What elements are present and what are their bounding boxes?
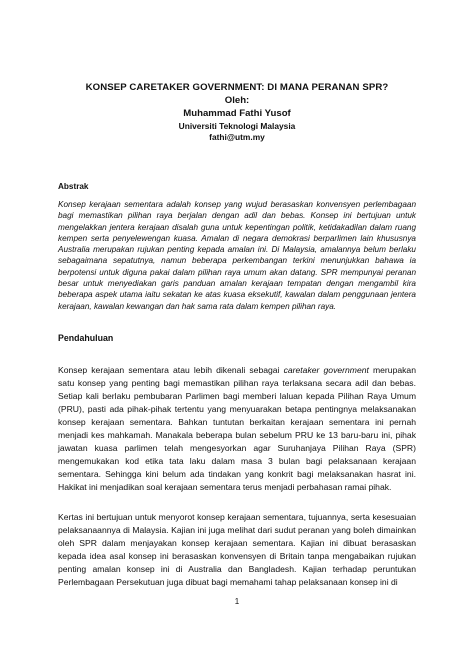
intro-paragraph-2: Kertas ini bertujuan untuk menyorot konsep kerajaan sementara, tujuannya, serta kesesuaian pelaksanaannya di Malaysia. Kajian ini juga melihat dari sudut peranan yang boleh dimainkan oleh SPR dalam menjayakan konsep kerajaan sementara. Kajian ini dibuat berasaskan kepada idea asal konsep ini berasaskan konvensyen di Britain tanpa mengabaikan rujukan penting amalan konsep ini di Australia dan Bangladesh. Kajian terhadap peruntukan Perlembagaan Persekutuan juga dibuat bagi memahami tahap pelaksanaan konsep ini di	[58, 512, 416, 587]
page-number: 1	[234, 597, 240, 606]
paper-title: KONSEP CARETAKER GOVERNMENT: DI MANA PERANAN SPR?	[85, 82, 389, 93]
abstract-body: Konsep kerajaan sementara adalah konsep yang wujud berasaskan konvensyen perlembagaan bagi memastikan pilihan raya berjalan dengan adil dan bebas. Konsep ini bertujuan untuk mengelakkan jentera kerajaan disalah guna untuk kepentingan politik, ketidakadilan dalam ruang kempen serta penyelewengan kuasa. Amalan di negara demokrasi berparlimen lain khususnya Australia merupakan rujukan penting kepada amalan ini. Di Malaysia, amalannya belum berlaku sebagaimana sepatutnya, namun beberapa perkembangan terkini menunjukkan bahawa ia berpotensi untuk diguna pakai dalam pilihan raya umum akan datang. SPR mempunyai peranan besar untuk menyediakan garis panduan amalan kerajaan tempatan dengan mengambil kira beberapa aspek utama iaitu sekatan ke atas kuasa eksekutif, kawalan dalam penggunaan jentera kerajaan, kawalan kewangan dan hak sama rata dalam kempen pilihan raya.	[58, 200, 416, 311]
author-email: fathi@utm.my	[209, 132, 265, 142]
intro-p1-text-end: merupakan satu konsep yang penting bagi memastikan pilihan raya terlaksana secara adil dan bebas. Setiap kali berlaku pembubaran Parlimen bagi memberi laluan kepada Pilihan Raya Umum (PRU), pasti ada pihak-pihak tertentu yang menyuarakan betapa pentingnya melaksanakan konsep kerajaan sementara. Bahkan tuntutan berkaitan kerajaan sementara ini pernah menjadi kes mahkamah. Manakala beberapa bulan sebelum PRU ke 13 baru-baru ini, pihak jawatan kuasa parlimen telah mengesyorkan agar Suruhanjaya Pilihan Raya (SPR) mengemukakan kod etika tata laku dalam masa 3 bulan bagi pelaksanaan kerajaan sementara. Sehingga kini belum ada tindakan yang konkrit bagi melaksanakan hasrat ini. Hakikat ini menjadikan soal kerajaan sementara terus menjadi perbahasan ramai pihak.	[58, 365, 416, 492]
intro-paragraph-1	[58, 364, 416, 494]
author-affiliation: Universiti Teknologi Malaysia	[178, 121, 296, 131]
byline-label: Oleh:	[224, 95, 250, 106]
intro-p1-text-start: Konsep kerajaan sementara atau lebih dikenali sebagai	[58, 365, 284, 375]
paper-header	[0, 82, 474, 143]
intro-p1-emphasis: caretaker government	[283, 365, 369, 375]
section-heading-intro: Pendahuluan	[58, 333, 114, 343]
author-name: Muhammad Fathi Yusof	[183, 108, 291, 119]
abstract-heading: Abstrak	[58, 182, 89, 191]
